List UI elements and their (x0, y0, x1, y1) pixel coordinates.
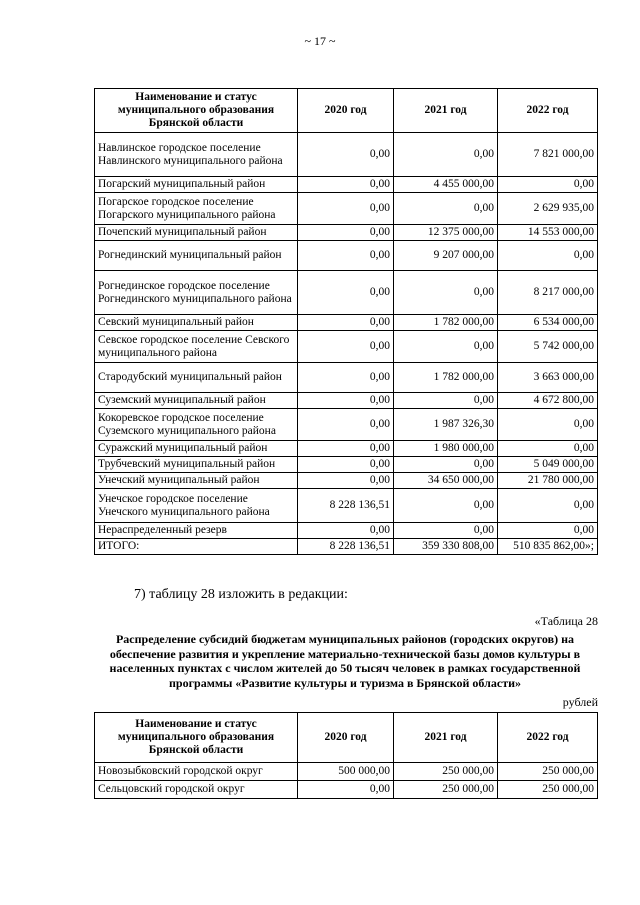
amount-cell: 0,00 (298, 457, 394, 473)
table-row (95, 331, 598, 363)
municipality-name-cell: Суземский муниципальный район (95, 393, 298, 409)
municipality-name-cell: Почепский муниципальный район (95, 225, 298, 241)
amount-cell: 0,00 (394, 393, 498, 409)
amount-cell: 0,00 (298, 473, 394, 489)
amount-cell: 0,00 (394, 193, 498, 225)
amount-cell: 250 000,00 (394, 781, 498, 799)
amount-cell: 0,00 (298, 315, 394, 331)
amount-cell: 0,00 (298, 177, 394, 193)
header-2021: 2021 год (394, 89, 498, 133)
amount-cell: 0,00 (394, 331, 498, 363)
amount-cell: 250 000,00 (498, 763, 598, 781)
amount-cell: 5 742 000,00 (498, 331, 598, 363)
amount-cell: 500 000,00 (298, 763, 394, 781)
municipality-name-cell: Рогнединское городское поселение Рогнединского муниципального района (95, 271, 298, 315)
header-2022: 2022 год (498, 89, 598, 133)
table-row (95, 193, 598, 225)
table-row (95, 489, 598, 523)
page-number: ~ 17 ~ (304, 34, 336, 48)
amount-cell: 1 782 000,00 (394, 363, 498, 393)
amount-cell: 4 672 800,00 (498, 393, 598, 409)
amount-cell: 0,00 (298, 133, 394, 177)
amount-cell: 12 375 000,00 (394, 225, 498, 241)
municipality-name-cell: Трубчевский муниципальный район (95, 457, 298, 473)
table-row (95, 177, 598, 193)
table-row (95, 241, 598, 271)
table-row (95, 271, 598, 315)
amount-cell: 7 821 000,00 (498, 133, 598, 177)
municipality-name-cell: Суражский муниципальный район (95, 441, 298, 457)
municipality-name-cell: Погарское городское поселение Погарского муниципального района (95, 193, 298, 225)
table-row (95, 781, 598, 799)
table-header-row (95, 713, 598, 763)
table-header-row (95, 89, 598, 133)
municipality-name-cell: ИТОГО: (95, 539, 298, 555)
amount-cell: 8 228 136,51 (298, 489, 394, 523)
header-2022: 2022 год (498, 713, 598, 763)
table-row (95, 133, 598, 177)
amount-cell: 0,00 (298, 409, 394, 441)
amount-cell: 0,00 (394, 133, 498, 177)
table-row (95, 523, 598, 539)
municipality-name-cell: Унечское городское поселение Унечского муниципального района (95, 489, 298, 523)
table-label: «Таблица 28 (534, 614, 598, 628)
header-2020: 2020 год (298, 713, 394, 763)
municipality-name-cell: Севское городское поселение Севского муниципального района (95, 331, 298, 363)
municipality-name-cell: Сельцовский городской округ (95, 781, 298, 799)
subsidy-table-28 (94, 712, 598, 799)
amount-cell: 1 987 326,30 (394, 409, 498, 441)
amount-cell: 8 217 000,00 (498, 271, 598, 315)
table-row (95, 363, 598, 393)
amount-cell: 8 228 136,51 (298, 539, 394, 555)
municipality-name-cell: Кокоревское городское поселение Суземского муниципального района (95, 409, 298, 441)
amount-cell: 0,00 (498, 241, 598, 271)
amount-cell: 0,00 (394, 457, 498, 473)
amount-cell: 0,00 (498, 177, 598, 193)
subsidy-table-continued (94, 88, 598, 555)
amount-cell: 0,00 (298, 331, 394, 363)
municipality-name-cell: Погарский муниципальный район (95, 177, 298, 193)
municipality-name-cell: Новозыбковский городской округ (95, 763, 298, 781)
table-heading: Распределение субсидий бюджетам муниципальных районов (городских округов) на обеспечение развития и укрепление материально-технической базы домов культуры в населенных пунктах с числом жителей до 50 тысяч человек в рамках государственной программы «Развитие культуры и туризма в Брянской области» (109, 632, 581, 690)
amount-cell: 0,00 (498, 409, 598, 441)
amount-cell: 0,00 (298, 271, 394, 315)
amount-cell: 14 553 000,00 (498, 225, 598, 241)
amount-cell: 0,00 (298, 241, 394, 271)
municipality-name-cell: Рогнединский муниципальный район (95, 241, 298, 271)
amount-cell: 0,00 (498, 441, 598, 457)
amount-cell: 0,00 (394, 523, 498, 539)
municipality-name-cell: Унечский муниципальный район (95, 473, 298, 489)
amount-cell: 0,00 (498, 489, 598, 523)
amount-cell: 0,00 (394, 271, 498, 315)
amount-cell: 4 455 000,00 (394, 177, 498, 193)
amount-cell: 1 980 000,00 (394, 441, 498, 457)
amount-cell: 0,00 (298, 441, 394, 457)
amount-cell: 250 000,00 (498, 781, 598, 799)
table-row (95, 539, 598, 555)
municipality-name-cell: Севский муниципальный район (95, 315, 298, 331)
amount-cell: 0,00 (298, 225, 394, 241)
amount-cell: 3 663 000,00 (498, 363, 598, 393)
table-row (95, 315, 598, 331)
amount-cell: 34 650 000,00 (394, 473, 498, 489)
amount-cell: 0,00 (298, 363, 394, 393)
amount-cell: 0,00 (298, 781, 394, 799)
header-2021: 2021 год (394, 713, 498, 763)
amount-cell: 510 835 862,00»; (498, 539, 598, 555)
municipality-name-cell: Нераспределенный резерв (95, 523, 298, 539)
municipality-name-cell: Стародубский муниципальный район (95, 363, 298, 393)
municipality-name-cell: Навлинское городское поселение Навлинского муниципального района (95, 133, 298, 177)
units-label: рублей (562, 695, 598, 709)
amount-cell: 0,00 (394, 489, 498, 523)
amount-cell: 21 780 000,00 (498, 473, 598, 489)
header-name: Наименование и статус муниципального образования Брянской области (95, 713, 298, 763)
table-row (95, 457, 598, 473)
amount-cell: 359 330 808,00 (394, 539, 498, 555)
amount-cell: 2 629 935,00 (498, 193, 598, 225)
amount-cell: 6 534 000,00 (498, 315, 598, 331)
amount-cell: 250 000,00 (394, 763, 498, 781)
table-row (95, 763, 598, 781)
amount-cell: 1 782 000,00 (394, 315, 498, 331)
header-name: Наименование и статус муниципального образования Брянской области (95, 89, 298, 133)
table-row (95, 409, 598, 441)
amount-cell: 5 049 000,00 (498, 457, 598, 473)
table-row (95, 473, 598, 489)
header-2020: 2020 год (298, 89, 394, 133)
table-row (95, 225, 598, 241)
amount-cell: 0,00 (498, 523, 598, 539)
table-row (95, 441, 598, 457)
amount-cell: 9 207 000,00 (394, 241, 498, 271)
amount-cell: 0,00 (298, 193, 394, 225)
amount-cell: 0,00 (298, 393, 394, 409)
amount-cell: 0,00 (298, 523, 394, 539)
table-row (95, 393, 598, 409)
item-7-text: 7) таблицу 28 изложить в редакции: (134, 587, 348, 602)
